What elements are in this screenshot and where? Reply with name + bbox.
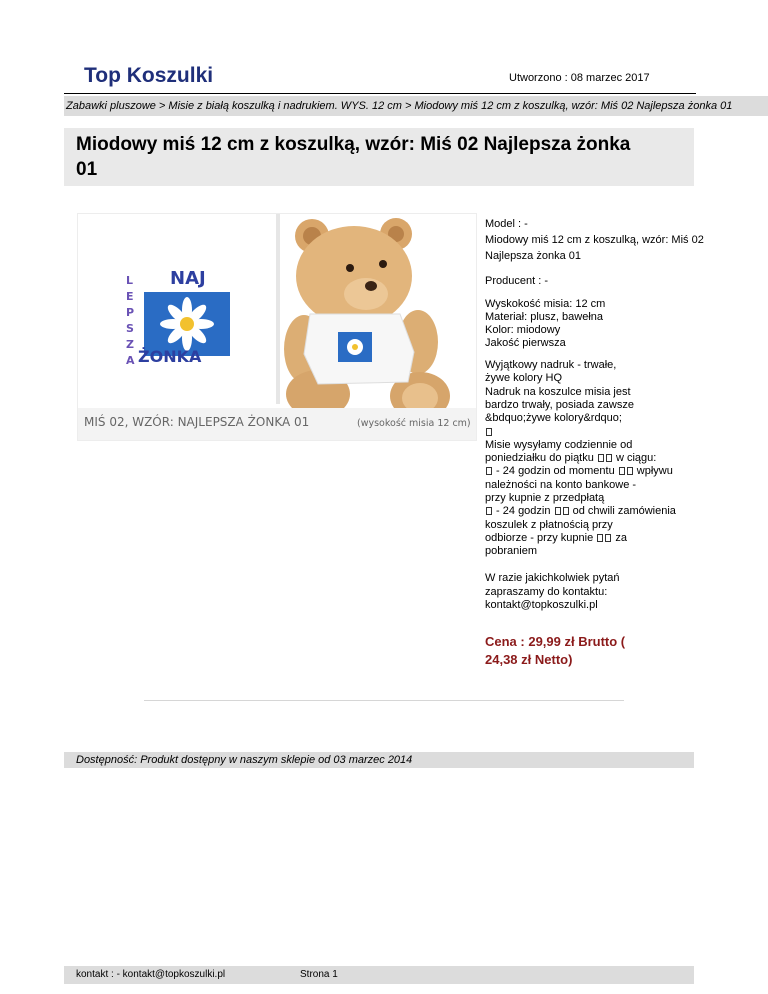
spec-line: Kolor: miodowy: [485, 324, 561, 336]
missing-glyph-icon: [486, 428, 492, 436]
desc-line: żywe kolory HQ: [485, 372, 563, 385]
desc-line: należności na konto bankowe -: [485, 478, 637, 491]
image-divider: [276, 214, 280, 404]
model-block: [485, 216, 725, 264]
product-info: [485, 216, 725, 621]
design-bottom: ŻONKA: [138, 347, 202, 366]
desc-line: [485, 465, 725, 478]
caption-left: MIŚ 02, WZÓR: NAJLEPSZA ŻONKA 01: [84, 415, 310, 429]
page-title: Miodowy miś 12 cm z koszulką, wzór: Miś 02 Najlepsza żonka 01: [76, 134, 631, 180]
desc-line: pobraniem: [485, 545, 537, 558]
desc-line: bardzo trwały, posiada zawsze: [485, 398, 634, 411]
brand-title: Top Koszulki: [84, 64, 214, 87]
created-date: Utworzono : 08 marzec 2017: [509, 72, 650, 84]
price-net: 24,38 zł Netto): [485, 652, 573, 667]
design-top: NAJ: [170, 268, 206, 289]
desc-fragment: od chwili zamówienia: [569, 505, 676, 518]
missing-glyph-icon: [486, 467, 492, 475]
desc-fragment: - 24 godzin: [493, 505, 554, 518]
design-letter: S: [126, 322, 134, 335]
missing-glyph-icon: [486, 507, 492, 515]
missing-glyph-icon: [555, 507, 561, 515]
design-letter: A: [126, 354, 135, 367]
producer-line: Producent : -: [485, 275, 548, 287]
header-divider: [64, 93, 696, 94]
availability-text: Dostępność: Produkt dostępny w naszym sklepie od 03 marzec 2014: [76, 754, 413, 766]
desc-line: Misie wysyłamy codziennie od: [485, 438, 633, 451]
missing-glyph-icon: [605, 534, 611, 542]
desc-fragment: w ciągu:: [612, 452, 657, 465]
desc-line: Wyjątkowy nadruk - trwałe,: [485, 359, 617, 371]
desc-fragment: poniedziałku do piątku: [485, 452, 597, 465]
spec-line: Jakość pierwsza: [485, 337, 566, 349]
desc-line: [485, 452, 725, 465]
desc-fragment: za: [612, 531, 627, 544]
design-letter: L: [126, 274, 134, 287]
availability-bar: [64, 752, 694, 768]
design-letter: Z: [126, 338, 134, 351]
design-letter: P: [126, 306, 135, 319]
description: [485, 359, 725, 558]
spec-line: Wyskokość misia: 12 cm: [485, 298, 606, 310]
contact-line: zapraszamy do kontaktu:: [485, 585, 608, 598]
desc-line: koszulek z płatnością przy: [485, 518, 613, 531]
missing-glyph-icon: [627, 467, 633, 475]
desc-line: [485, 532, 725, 545]
product-image-art: [78, 214, 476, 440]
missing-glyph-icon: [597, 534, 603, 542]
desc-fragment: wpływu: [633, 465, 673, 478]
design-letter: E: [126, 290, 134, 303]
content-divider: [144, 700, 624, 701]
price: [485, 633, 685, 669]
title-bar: [64, 128, 694, 186]
specs: [485, 298, 725, 350]
missing-glyph-icon: [598, 454, 604, 462]
missing-glyph-icon: [619, 467, 625, 475]
model-line: Model : -: [485, 218, 528, 230]
model-name: Miodowy miś 12 cm z koszulką, wzór: Miś 02: [485, 234, 704, 246]
producer: [485, 273, 725, 289]
desc-fragment: - 24 godzin od momentu: [493, 465, 618, 478]
page-number: Strona 1: [300, 969, 338, 980]
footer-contact[interactable]: kontakt : - kontakt@topkoszulki.pl: [76, 969, 226, 980]
missing-glyph-icon: [563, 507, 569, 515]
contact-line: W razie jakichkolwiek pytań: [485, 572, 620, 585]
desc-line: przy kupnie z przedpłatą: [485, 491, 605, 504]
desc-line: &bdquo;żywe kolory&rdquo;: [485, 412, 622, 425]
teddy-bear-icon: [284, 218, 450, 420]
model-name: Najlepsza żonka 01: [485, 250, 582, 262]
breadcrumb-text[interactable]: Zabawki pluszowe > Misie z białą koszulką i nadrukiem. WYS. 12 cm > Miodowy miś 12 cm z koszulką, wzór: Miś 02 Najlepsza żonka 01: [66, 100, 733, 112]
desc-fragment: odbiorze - przy kupnie: [485, 531, 597, 544]
caption-right: (wysokość misia 12 cm): [357, 418, 471, 429]
contact-email-link[interactable]: kontakt@topkoszulki.pl: [485, 599, 598, 612]
missing-glyph-icon: [606, 454, 612, 462]
print-design: [126, 268, 230, 367]
price-gross: Cena : 29,99 zł Brutto (: [485, 634, 626, 649]
contact-block: [485, 572, 725, 612]
footer-bar: [64, 966, 694, 984]
product-image: [77, 213, 477, 441]
breadcrumb: [64, 96, 768, 116]
desc-line: [485, 505, 725, 518]
desc-line: [485, 425, 725, 438]
desc-line: Nadruk na koszulce misia jest: [485, 385, 631, 398]
spec-line: Materiał: plusz, bawełna: [485, 311, 604, 323]
